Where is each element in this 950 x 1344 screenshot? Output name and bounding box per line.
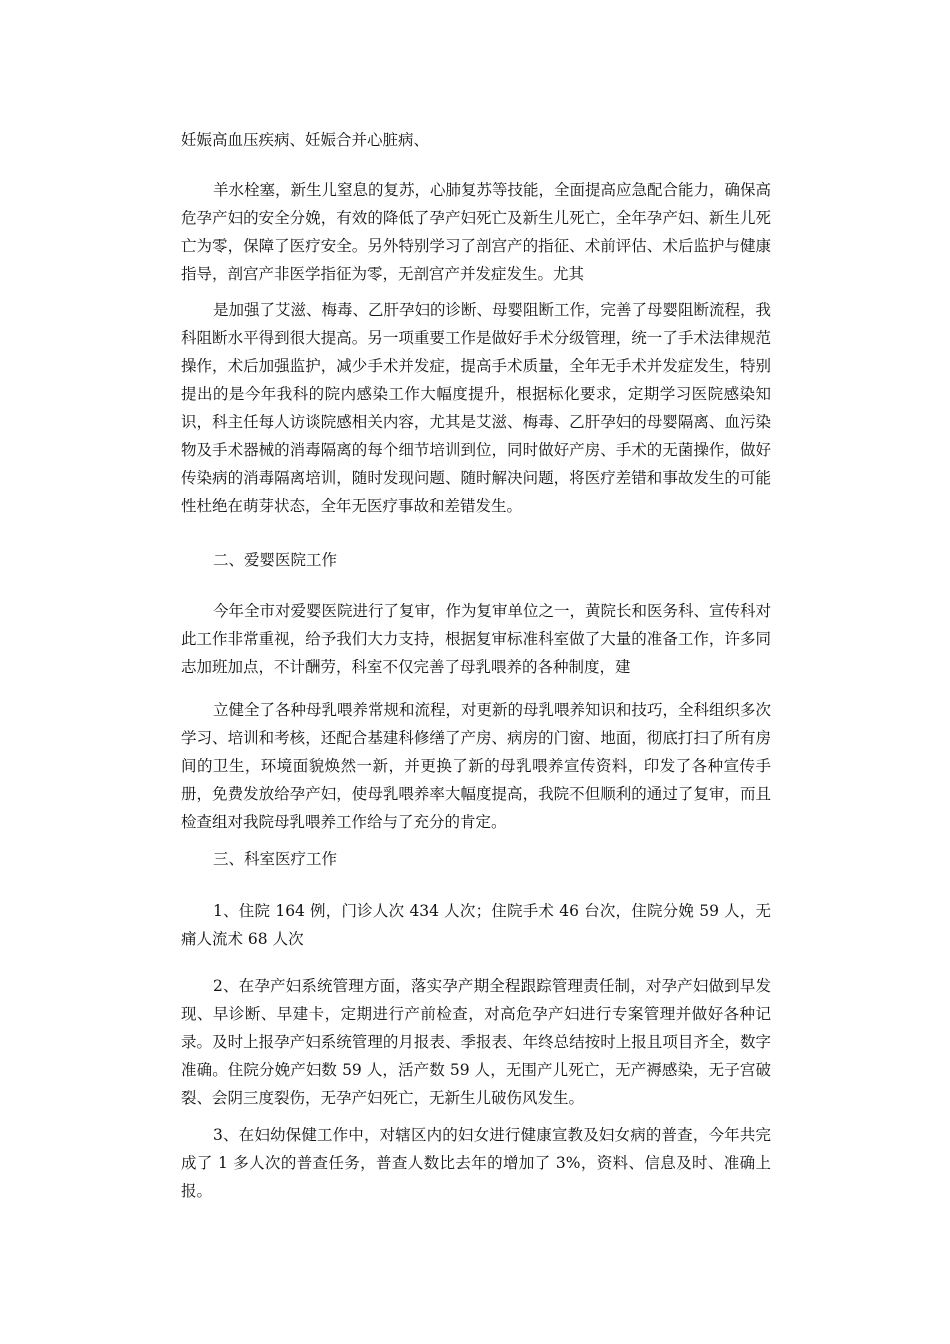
paragraph-hospital-review: 今年全市对爱婴医院进行了复审，作为复审单位之一，黄院长和医务科、宣传科对此工作非常重视，给予我们大力支持，根据复审标准科室做了大量的准备工作，许多同志加班加点，不计酬劳，科室不仅完善了母乳喂养的各种制度，建 — [181, 602, 772, 676]
paragraph-maternal-management: 2、在孕产妇系统管理方面，落实孕产期全程跟踪管理责任制，对孕产妇做到早发现、早诊断、早建卡，定期进行产前检查，对高危孕产妇进行专案管理并做好各种记录。及时上报孕产妇系统管理的月报表、季报表、年终总结按时上报且项目齐全，数字准确。住院分娩产妇数 59 人，活产数 59 人，无围产儿死亡，无产褥感染，无子宫破裂、会阴三度裂伤，无孕产妇死亡，无新生儿破伤风发生。 — [181, 977, 771, 1107]
section-heading-baby-friendly-hospital: 二、爱婴医院工作 — [213, 551, 338, 569]
paragraph-emergency-skills: 羊水栓塞，新生儿窒息的复苏，心肺复苏等技能，全面提高应急配合能力，确保高危孕产妇的安全分娩，有效的降低了孕产妇死亡及新生儿死亡，全年孕产妇、新生儿死亡为零，保障了医疗安全。另外特别学习了剖宫产的指征、术前评估、术后监护与健康指导，剖宫产非医学指征为零，无剖宫产并发症发生。尤其 — [181, 181, 772, 283]
paragraph-mother-infant-blocking: 是加强了艾滋、梅毒、乙肝孕妇的诊断、母婴阻断工作，完善了母婴阻断流程，我科阻断水平得到很大提高。另一项重要工作是做好手术分级管理，统一了手术法律规范操作，术后加强监护，减少手术并发症，提高手术质量，全年无手术并发症发生，特别提出的是今年我科的院内感染工作大幅度提升，根据标化要求，定期学习医院感染知识，科主任每人访谈院感相关内容，尤其是艾滋、梅毒、乙肝孕妇的母婴隔离、血污染物及手术器械的消毒隔离的每个细节培训到位，同时做好产房、手术的无菌操作，做好传染病的消毒隔离培训，随时发现问题、随时解决问题，将医疗差错和事故发生的可能性杜绝在萌芽状态，全年无医疗事故和差错发生。 — [181, 301, 772, 515]
paragraph-statistics: 1、住院 164 例，门诊人次 434 人次；住院手术 46 台次，住院分娩 59 人，无痛人流术 68 人次 — [181, 902, 771, 948]
section-heading-department-medical-work: 三、科室医疗工作 — [213, 850, 338, 868]
paragraph-maternal-child-health: 3、在妇幼保健工作中，对辖区内的妇女进行健康宣教及妇女病的普查，今年共完成了 1 多人次的普查任务，普查人数比去年的增加了 3%，资料、信息及时、准确上报。 — [181, 1126, 771, 1200]
paragraph-fragment-diseases: 妊娠高血压疾病、妊娠合并心脏病、 — [181, 131, 430, 149]
paragraph-breastfeeding: 立健全了各种母乳喂养常规和流程，对更新的母乳喂养知识和技巧，全科组织多次学习、培训和考核，还配合基建科修缮了产房、病房的门窗、地面，彻底打扫了所有房间的卫生，环境面貌焕然一新，并更换了新的母乳喂养宣传资料，印发了各种宣传手册，免费发放给孕产妇，使母乳喂养率大幅度提高，我院不但顺利的通过了复审，而且检查组对我院母乳喂养工作给与了充分的肯定。 — [181, 701, 772, 831]
